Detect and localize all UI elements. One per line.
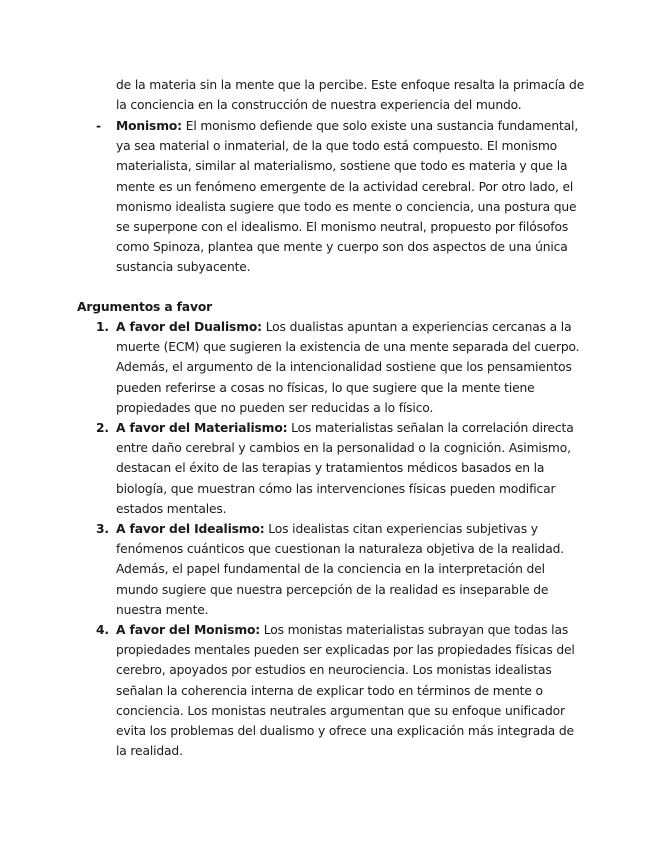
list-item-text: Los monistas materialistas subrayan que todas las propiedades mentales pueden ser explicadas por las propiedades físicas del cerebro, apoyados por estudios en neurociencia. Los monistas idealistas señalan la coherencia interna de explicar todo en términos de mente o conciencia. Los monistas neutrales argumentan que su enfoque unificador evita los problemas del dualismo y ofrece una explicación más integrada de la realidad. <box>116 623 575 759</box>
bullet-term: Monismo: <box>116 119 182 133</box>
list-item-text: Los materialistas señalan la correlación directa entre daño cerebral y cambios en la personalidad o la cognición. Asimismo, destacan el éxito de las terapias y tratamientos médicos basados en la biología, que muestran cómo las intervenciones físicas pueden modificar estados mentales. <box>116 421 574 516</box>
bullet-item-monismo <box>96 116 586 278</box>
list-number: 2. <box>96 421 109 436</box>
list-number: 3. <box>96 522 109 537</box>
list-item-text: Los dualistas apuntan a experiencias cercanas a la muerte (ECM) que sugieren la existencia de una mente separada del cuerpo. Además, el argumento de la intencionalidad sostiene que los pensamientos pueden referirse a cosas no físicas, lo que sugiere que la mente tiene propiedades que no pueden ser reducidas a lo físico. <box>116 320 580 415</box>
list-number: 4. <box>96 623 109 638</box>
bullet-marker: - <box>96 119 101 133</box>
list-item-term: A favor del Idealismo: <box>116 522 265 537</box>
numbered-list <box>96 317 586 761</box>
continuation-paragraph <box>116 75 586 115</box>
list-item-term: A favor del Dualismo: <box>116 320 262 334</box>
section-heading: Argumentos a favor <box>77 300 213 314</box>
list-item-dualismo <box>96 317 586 418</box>
list-item-materialismo <box>96 418 586 519</box>
list-item-text: Los idealistas citan experiencias subjetivas y fenómenos cuánticos que cuestionan la naturaleza objetiva de la realidad. Además, el papel fundamental de la conciencia en la interpretación del mundo sugiere que nuestra percepción de la realidad es inseparable de nuestra mente. <box>116 522 565 617</box>
bullet-text: El monismo defiende que solo existe una sustancia fundamental, ya sea material o inmaterial, de la que todo está compuesto. El monismo materialista, similar al materialismo, sostiene que todo es materia y que la mente es un fenómeno emergente de la actividad cerebral. Por otro lado, el monismo idealista sugiere que todo es mente o conciencia, una postura que se superpone con el idealismo. El monismo neutral, propuesto por filósofos como Spinoza, plantea que mente y cuerpo son dos aspectos de una única sustancia subyacente. <box>116 119 579 275</box>
continuation-text: de la materia sin la mente que la percibe. Este enfoque resalta la primacía de la conciencia en la construcción de nuestra experiencia del mundo. <box>116 78 585 113</box>
list-item-term: A favor del Materialismo: <box>116 421 288 436</box>
list-item-monismo <box>96 620 586 761</box>
list-number: 1. <box>96 320 109 334</box>
list-item-term: A favor del Monismo: <box>116 623 261 638</box>
list-item-idealismo <box>96 519 586 620</box>
